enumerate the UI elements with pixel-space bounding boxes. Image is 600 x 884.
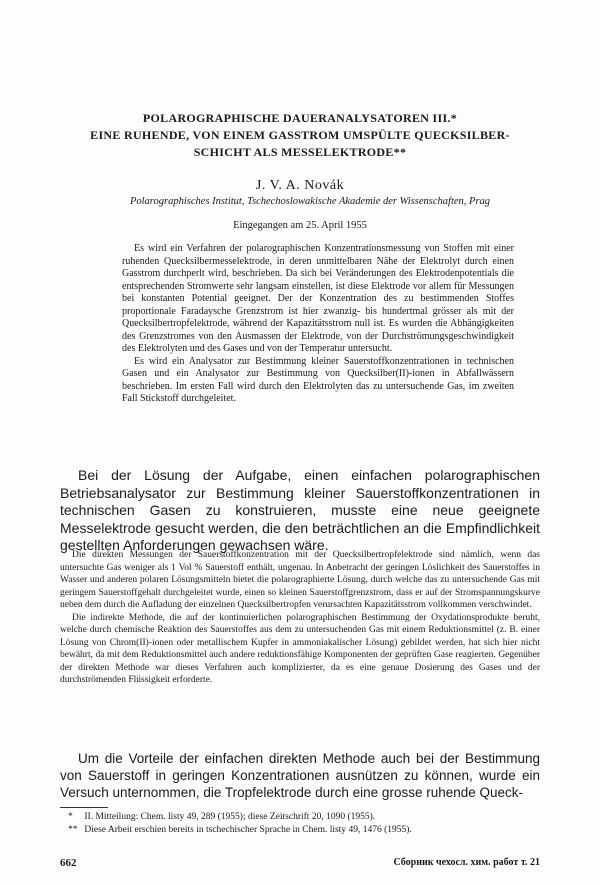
footnote-mark: **: [68, 825, 78, 835]
footnote-text: II. Mitteilung: Chem. listy 49, 289 (1955); diese Zeitschrift 20, 1090 (1955).: [84, 812, 376, 822]
body-paragraph: Um die Vorteile der einfachen direkten Methode auch bei der Bestimmung von Sauerstoff in geringen Konzentrationen ausnützen zu können, wurde ein Versuch unternommen, die Tropfelektrode durch eine grosse ruhende Queck-: [60, 751, 540, 800]
abstract: [122, 243, 514, 406]
title-line: EINE RUHENDE, VON EINEM GASSTROM UMSPÜLTE QUECKSILBER-: [90, 128, 510, 142]
body-paragraph: Die indirekte Methode, die auf der kontinuierlichen polarographischen Bestimmung der Oxydationsprodukte beruht, welche durch chemische Reaktion des Sauerstoffes aus dem zu untersuchenden Gas mit einem Reduktionsmittel (z. B. einer Lösung von Chrom(II)-ionen oder metallischem Kupfer in ammoniakalischer Lösung) gebildet werden, hat sich hier nicht bewährt, da mit dem Reduktionsmittel auch andere reduktionsfähige Komponenten der geprüften Gase reagierten. Gegenüber der direkten Methode war dieses Verfahren auch komplizierter, da es eine genaue Dosierung des Gases und der durchströmenden Flüssigkeit erforderte.: [60, 612, 540, 685]
article-title: [60, 110, 540, 161]
abstract-paragraph: Es wird ein Verfahren der polarographischen Konzentrationsmessung von Stoffen mit einer ruhenden Quecksilbermesselektrode, in deren unmittelbaren Nähe der Elektrolyt durch einen Gasstrom durchperlt wird, beschrieben. Da sich bei Veränderungen des Elektrodenpotentials die entsprechenden Stromwerte sehr langsam einstellen, ist diese Elektrode vor allem für Messungen bei konstanten Potential geeignet. Der der Konzentration des zu bestimmenden Stoffes proportionale Faradaysche Grenzstrom ist hier zwanzig- bis hundertmal grösser als mit der Quecksilbertropfelektrode, während der Kapazitätsstrom null ist. Es wurden die Abhängigkeiten des Grenzstromes von den Ausmassen der Elektrode, von der Durchströmungsgeschwindigkeit des Elektrolyten und des Gases und von der Temperatur untersucht.: [122, 243, 514, 354]
page-number: 662: [60, 857, 77, 869]
footnote: [60, 811, 540, 824]
body-large-section: [60, 750, 540, 801]
abstract-paragraph: Es wird ein Analysator zur Bestimmung kleiner Sauerstoffkonzentrationen in technischen Gasen und ein Analysator zur Bestimmung von Quecksilber(II)-ionen in Abfallwässern beschrieben. Im ersten Fall wird durch den Elektrolyten das zu untersuchende Gas, im zweiten Fall Stickstoff durchgeleitet.: [122, 355, 514, 404]
title-line: SCHICHT ALS MESSELEKTRODE**: [193, 145, 407, 159]
title-line: POLAROGRAPHISCHE DAUERANALYSATOREN III.*: [142, 111, 458, 125]
body-small-section: [60, 549, 540, 687]
footnote-mark: *: [68, 812, 73, 822]
body-paragraph: Die direkten Messungen der Sauerstoffkonzentration mit der Quecksilbertropfelektrode sind nämlich, wenn das untersuchte Gas weniger als 1 Vol % Sauerstoff enthält, ungenau. In Anbetracht der geringen Löslichkeit des Sauerstoffes in Wasser und anderen polaren Lösungsmitteln bietet die polarographierte Lösung, durch welche das zu untersuchende Gas mit geringem Sauerstoffgehalt durchgeleitet wurde, einen so kleinen Sauerstoffgrenzstrom, dass er auf der Stromspannungskurve neben dem durch die Aufladung der einzelnen Quecksilbertropfen verursachten Kapazitätsstrom vollkommen verschwindet.: [60, 550, 540, 610]
footnote-divider: [60, 807, 108, 808]
footnote-text: Diese Arbeit erschien bereits in tschechischer Sprache in Chem. listy 49, 1476 (1955).: [84, 825, 412, 835]
received-date: Eingegangen am 25. April 1955: [233, 220, 367, 231]
running-footer: Сборник чехосл. хим. работ т. 21: [393, 857, 540, 868]
intro-paragraph: Bei der Lösung der Aufgabe, einen einfachen polarographischen Betriebsanalysator zur Bestimmung kleiner Sauerstoffkonzentrationen in technischen Gasen zu konstruieren, musste eine neue geeignete Messelektrode gesucht werden, die den beträchtlichen an die Empfindlichkeit gestellten Anforderungen gewachsen wäre.: [60, 467, 540, 553]
footnotes: [60, 811, 540, 837]
author-affiliation: Polarographisches Institut, Tschechoslowakische Akademie der Wissenschaften, Prag: [129, 196, 491, 207]
intro-section: [60, 467, 540, 555]
footnote: [60, 824, 540, 837]
author-name: J. V. A. Novák: [255, 178, 345, 193]
